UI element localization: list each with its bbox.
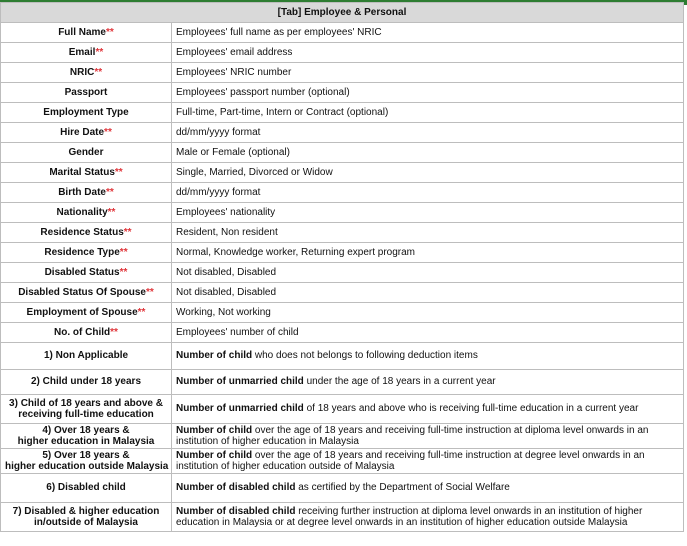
child-category-description bbox=[172, 424, 684, 449]
field-description: dd/mm/yyyy format bbox=[172, 183, 684, 203]
table-row bbox=[1, 43, 684, 63]
description-text: of 18 years and above who is receiving full-time education in a current year bbox=[303, 403, 639, 415]
table-row bbox=[1, 243, 684, 263]
required-marker: ** bbox=[123, 226, 132, 238]
field-name: Residence Status bbox=[40, 226, 124, 238]
field-description: Employees' NRIC number bbox=[172, 63, 684, 83]
required-marker: ** bbox=[104, 126, 112, 138]
table-row bbox=[1, 163, 684, 183]
label-line: 3) Child of 18 years and above & bbox=[9, 397, 163, 409]
field-name: Employment of Spouse bbox=[26, 306, 138, 318]
table-row bbox=[1, 503, 684, 532]
field-description: Male or Female (optional) bbox=[172, 143, 684, 163]
table-row bbox=[1, 103, 684, 123]
required-marker: ** bbox=[106, 186, 114, 198]
field-name: Nationality bbox=[56, 206, 108, 218]
table-row bbox=[1, 323, 684, 343]
field-label bbox=[1, 143, 172, 163]
field-description: dd/mm/yyyy format bbox=[172, 123, 684, 143]
child-category-label bbox=[1, 370, 172, 395]
field-name: NRIC bbox=[69, 66, 95, 78]
table-row bbox=[1, 83, 684, 103]
description-bold: Number of child bbox=[176, 424, 253, 436]
required-marker: ** bbox=[137, 306, 146, 318]
table-row bbox=[1, 283, 684, 303]
field-description: Working, Not working bbox=[172, 303, 684, 323]
child-category-label bbox=[1, 449, 172, 474]
label-line: 2) Child under 18 years bbox=[30, 376, 142, 388]
description-bold: Number of unmarried child bbox=[176, 376, 304, 388]
label-line: in/outside of Malaysia bbox=[34, 517, 138, 528]
label-line: higher education outside Malaysia bbox=[5, 461, 169, 472]
field-description: Employees' full name as per employees' NRIC bbox=[172, 23, 684, 43]
field-label bbox=[1, 183, 172, 203]
label-line: receiving full-time education bbox=[18, 409, 154, 420]
description-text: over the age of 18 years and receiving full-time instruction at diploma level onwards in an bbox=[252, 424, 649, 436]
field-label bbox=[1, 23, 172, 43]
description-text: over the age of 18 years and receiving full-time instruction at degree level onwards in an bbox=[252, 449, 645, 461]
child-category-description bbox=[172, 395, 684, 424]
required-marker: ** bbox=[114, 166, 123, 178]
field-description: Single, Married, Divorced or Widow bbox=[172, 163, 684, 183]
table-row bbox=[1, 424, 684, 449]
label-line: 5) Over 18 years & bbox=[42, 449, 130, 461]
required-marker: ** bbox=[95, 46, 104, 58]
label-line: higher education in Malaysia bbox=[17, 436, 155, 447]
table-header: [Tab] Employee & Personal bbox=[1, 3, 684, 23]
employee-personal-table bbox=[0, 2, 684, 532]
field-label bbox=[1, 323, 172, 343]
description-text: institution of higher education outside of Malaysia bbox=[176, 461, 395, 472]
required-marker: ** bbox=[119, 266, 128, 278]
description-text: under the age of 18 years in a current year bbox=[303, 376, 496, 388]
table-row bbox=[1, 395, 684, 424]
description-text: who does not belongs to following deduction items bbox=[252, 350, 478, 362]
required-marker: ** bbox=[94, 66, 103, 78]
field-label bbox=[1, 43, 172, 63]
field-description: Employees' passport number (optional) bbox=[172, 83, 684, 103]
child-category-description bbox=[172, 474, 684, 503]
description-bold: Number of child bbox=[176, 449, 253, 461]
field-name: Gender bbox=[68, 146, 104, 158]
field-description: Not disabled, Disabled bbox=[172, 263, 684, 283]
required-marker: ** bbox=[106, 26, 114, 38]
child-category-label bbox=[1, 474, 172, 503]
field-label bbox=[1, 243, 172, 263]
description-text: receiving further instruction at diploma level onwards in an institution of higher bbox=[295, 505, 643, 517]
table-row bbox=[1, 263, 684, 283]
table-row bbox=[1, 203, 684, 223]
field-label bbox=[1, 223, 172, 243]
field-description: Resident, Non resident bbox=[172, 223, 684, 243]
required-marker: ** bbox=[119, 246, 128, 258]
field-description: Not disabled, Disabled bbox=[172, 283, 684, 303]
table-row bbox=[1, 343, 684, 370]
required-marker: ** bbox=[110, 326, 118, 338]
field-name: Email bbox=[68, 46, 96, 58]
label-line: 4) Over 18 years & bbox=[42, 424, 130, 436]
table-row bbox=[1, 123, 684, 143]
child-category-label bbox=[1, 343, 172, 370]
description-text: as certified by the Department of Social Welfare bbox=[295, 482, 510, 494]
field-label bbox=[1, 123, 172, 143]
description-text: education in Malaysia or at degree level onwards in an institution of higher education outside Malaysia bbox=[176, 517, 628, 528]
child-category-label bbox=[1, 503, 172, 532]
field-name: Disabled Status Of Spouse bbox=[18, 286, 146, 298]
child-category-description bbox=[172, 343, 684, 370]
field-description: Employees' number of child bbox=[172, 323, 684, 343]
field-description: Employees' email address bbox=[172, 43, 684, 63]
field-name: Passport bbox=[64, 86, 108, 98]
child-category-description bbox=[172, 503, 684, 532]
label-line: 1) Non Applicable bbox=[43, 350, 129, 362]
field-description: Full-time, Part-time, Intern or Contract (optional) bbox=[172, 103, 684, 123]
field-name: No. of Child bbox=[54, 326, 111, 338]
description-bold: Number of unmarried child bbox=[176, 403, 304, 415]
field-label bbox=[1, 263, 172, 283]
description-bold: Number of disabled child bbox=[176, 482, 296, 494]
field-description: Employees' nationality bbox=[172, 203, 684, 223]
label-line: 7) Disabled & higher education bbox=[12, 505, 160, 517]
field-name: Hire Date bbox=[60, 126, 105, 138]
description-bold: Number of disabled child bbox=[176, 505, 296, 517]
field-label bbox=[1, 303, 172, 323]
field-name: Birth Date bbox=[58, 186, 106, 198]
child-category-label bbox=[1, 424, 172, 449]
required-marker: ** bbox=[107, 206, 116, 218]
table-row bbox=[1, 183, 684, 203]
table-row bbox=[1, 449, 684, 474]
field-name: Employment Type bbox=[43, 106, 129, 118]
description-text: institution of higher education in Malaysia bbox=[176, 436, 359, 447]
field-label bbox=[1, 63, 172, 83]
child-category-description bbox=[172, 449, 684, 474]
field-label bbox=[1, 283, 172, 303]
field-name: Marital Status bbox=[49, 166, 115, 178]
table-row bbox=[1, 63, 684, 83]
description-bold: Number of child bbox=[176, 350, 253, 362]
label-line: 6) Disabled child bbox=[46, 482, 126, 494]
field-name: Disabled Status bbox=[44, 266, 120, 278]
field-label bbox=[1, 103, 172, 123]
field-label bbox=[1, 83, 172, 103]
table-row bbox=[1, 23, 684, 43]
table-row bbox=[1, 223, 684, 243]
field-name: Residence Type bbox=[44, 246, 120, 258]
table-row bbox=[1, 370, 684, 395]
field-name: Full Name bbox=[58, 26, 106, 38]
table-row bbox=[1, 303, 684, 323]
field-label bbox=[1, 163, 172, 183]
table-row bbox=[1, 474, 684, 503]
child-category-label bbox=[1, 395, 172, 424]
child-category-description bbox=[172, 370, 684, 395]
field-description: Normal, Knowledge worker, Returning expert program bbox=[172, 243, 684, 263]
table-header-row bbox=[1, 3, 684, 23]
field-label bbox=[1, 203, 172, 223]
table-row bbox=[1, 143, 684, 163]
required-marker: ** bbox=[146, 286, 154, 298]
